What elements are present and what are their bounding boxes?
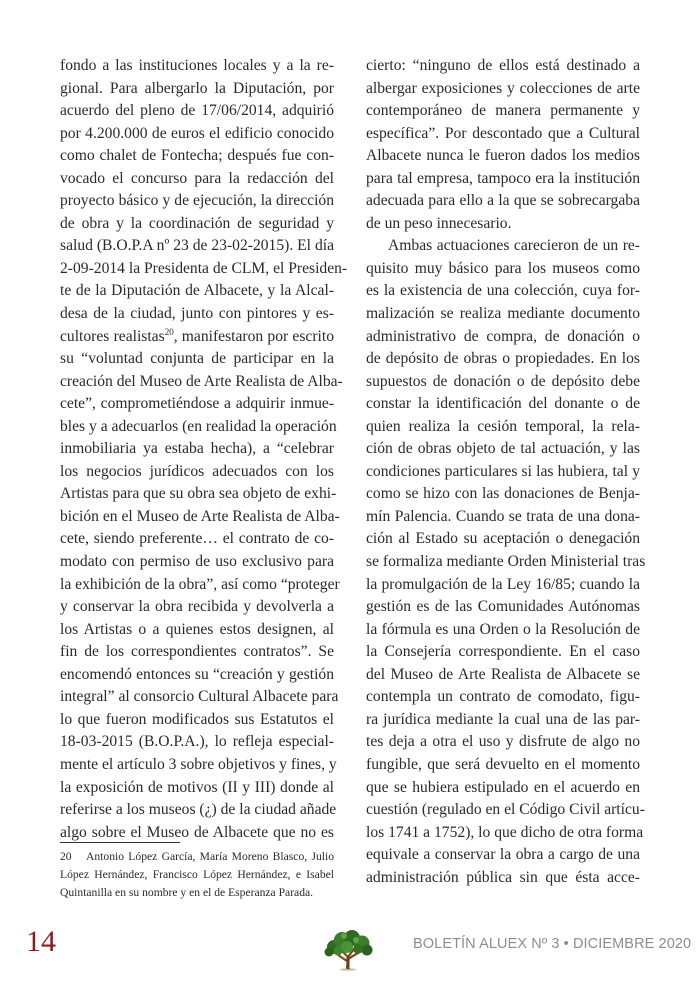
text-line: modato con permiso de uso exclusivo para bbox=[60, 553, 334, 571]
text-line: cete, siendo preferente… el contrato de co- bbox=[60, 530, 334, 548]
text-line: te de la Diputación de Albacete, y la Alcal- bbox=[60, 282, 334, 300]
page-number: 14 bbox=[26, 925, 56, 958]
text-line: inmobiliaria ya estaba hecha), a “celebrar bbox=[60, 440, 334, 458]
text-line: ción al Estado su aceptación o denegación bbox=[366, 530, 640, 548]
text-line: creación del Museo de Arte Realista de Alba- bbox=[60, 372, 343, 390]
paragraph-start-line: Ambas actuaciones carecieron de un re- bbox=[388, 237, 640, 255]
text-line: bición en el Museo de Arte Realista de Alba- bbox=[60, 507, 340, 525]
text-line: se formaliza mediante Orden Ministerial tras bbox=[366, 553, 646, 571]
text-line: la promulgación de la Ley 16/85; cuando la bbox=[366, 575, 640, 593]
text-line: condiciones particulares si las hubiera, tal y bbox=[366, 462, 640, 480]
left-column bbox=[60, 55, 348, 844]
text-line: Albacete nunca le fueron dados los medios bbox=[366, 147, 640, 165]
text-line: integral” al consorcio Cultural Albacete para bbox=[60, 688, 339, 706]
text-line: como chalet de Fontecha; después fue con- bbox=[60, 147, 334, 165]
text-line: la fórmula es una Orden o la Resolución de bbox=[366, 620, 640, 638]
text-line: constar la identificación del donante o de bbox=[366, 395, 640, 413]
text-line: gestión es de las Comunidades Autónomas bbox=[366, 598, 640, 616]
footnote-separator bbox=[60, 842, 180, 843]
footnote-number: 20 bbox=[60, 850, 72, 863]
footnote-line: Quintanilla en su nombre y en el de Esperanza Parada. bbox=[60, 886, 314, 899]
text-line: albergar exposiciones y colecciones de arte bbox=[366, 79, 640, 97]
text-line: fungible, que será devuelto en el momento bbox=[366, 755, 640, 773]
text-line: tes deja a otra el uso y disfrute de algo no bbox=[366, 733, 640, 751]
text-line: encomendó entonces su “creación y gestión bbox=[60, 665, 334, 683]
text-line: de un peso innecesario. bbox=[366, 214, 512, 232]
text-line: supuestos de donación o de depósito debe bbox=[366, 372, 640, 390]
text-line: administración pública sin que ésta acce- bbox=[366, 868, 640, 886]
text-line: los Artistas o a quienes estos designen, al bbox=[60, 620, 334, 638]
text-line-with-footnote bbox=[60, 326, 334, 349]
text-line: Artistas para que su obra sea objeto de exhi- bbox=[60, 485, 337, 503]
journal-title: BOLETÍN ALUEX Nº 3 • DICIEMBRE 2020 bbox=[413, 936, 692, 952]
text-line: salud (B.O.P.A nº 23 de 23-02-2015). El día bbox=[60, 237, 334, 255]
text-line: referirse a los museos (¿) de la ciudad añade bbox=[60, 801, 337, 819]
text-line: administrativo de compra, de donación o bbox=[366, 327, 640, 345]
text-line: por 4.200.000 de euros el edificio conocido bbox=[60, 124, 334, 142]
text-line: la Consejería correspondiente. En el caso bbox=[366, 643, 640, 661]
text-line: proyecto básico y de ejecución, la dirección bbox=[60, 192, 334, 210]
text-line: contempla un contrato de comodato, figu- bbox=[366, 688, 640, 706]
text-line: la exposición de motivos (II y III) donde al bbox=[60, 778, 334, 796]
text-line: quisito muy básico para los museos como bbox=[366, 259, 640, 277]
footnote-line bbox=[60, 848, 334, 866]
text-line: 2-09-2014 la Presidenta de CLM, el Presiden- bbox=[60, 259, 348, 277]
text-line: la exhibición de la obra”, así como “proteger bbox=[60, 575, 340, 593]
text-line: para tal empresa, tampoco era la institución bbox=[366, 169, 640, 187]
text-line: cierto: “ninguno de ellos está destinado a bbox=[366, 57, 640, 74]
footnote-text: Antonio López García, María Moreno Blasco, Julio bbox=[86, 850, 334, 863]
text-line: vocado el concurso para la redacción del bbox=[60, 169, 334, 187]
text-fragment: , manifestaron por escrito bbox=[173, 327, 334, 345]
tree-icon bbox=[320, 927, 376, 971]
text-line: contemporáneo de manera permanente y bbox=[366, 102, 640, 120]
text-line: adecuada para ello a la que se sobrecargaba bbox=[366, 192, 640, 210]
text-line: y conservar la obra recibida y devolverla a bbox=[60, 598, 334, 616]
text-line: que se hubiera estipulado en el acuerdo en bbox=[366, 778, 640, 796]
text-line: ción de obras objeto de tal actuación, y las bbox=[366, 440, 640, 458]
text-line: fin de los correspondientes contratos”. Se bbox=[60, 643, 334, 661]
text-line: del Museo de Arte Realista de Albacete se bbox=[366, 665, 640, 683]
text-line: los negocios jurídicos adecuados con los bbox=[60, 462, 334, 480]
text-line: bles y a adecuarlos (en realidad la operación bbox=[60, 417, 337, 435]
text-fragment: cultores realistas bbox=[60, 327, 165, 345]
text-line: cuestión (regulado en el Código Civil artícu- bbox=[366, 801, 645, 819]
text-line: malización se realiza mediante documento bbox=[366, 305, 640, 323]
footnote-line: López Hernández, Francisco López Hernández, e Isabel bbox=[60, 868, 334, 881]
text-line: fondo a las instituciones locales y a la re- bbox=[60, 57, 334, 74]
text-line: ra jurídica mediante la cual una de las par- bbox=[366, 710, 640, 728]
text-line: de depósito de obras o propiedades. En los bbox=[366, 350, 640, 368]
text-line: algo sobre el Museo de Albacete que no es bbox=[60, 823, 334, 841]
text-line: lo que fueron modificados sus Estatutos el bbox=[60, 710, 334, 728]
footnote bbox=[60, 848, 334, 902]
text-line: es la existencia de una colección, cuya for- bbox=[366, 282, 640, 300]
text-line: 18-03-2015 (B.O.P.A.), lo refleja especial- bbox=[60, 733, 334, 751]
text-line: quien realiza la cesión temporal, la rela- bbox=[366, 417, 640, 435]
right-column bbox=[366, 55, 646, 889]
text-line: los 1741 a 1752), lo que dicho de otra forma bbox=[366, 823, 644, 841]
text-line: su “voluntad conjunta de participar en la bbox=[60, 350, 334, 368]
text-line: mín Palencia. Cuando se trata de una dona- bbox=[366, 507, 640, 525]
text-line: gional. Para albergarlo la Diputación, por bbox=[60, 79, 334, 97]
text-line: acuerdo del pleno de 17/06/2014, adquirió bbox=[60, 102, 334, 120]
text-line: específica”. Por descontado que a Cultural bbox=[366, 124, 640, 142]
text-line: mente el artículo 3 sobre objetivos y fines, y bbox=[60, 755, 337, 773]
text-line: equivale a conservar la obra a cargo de una bbox=[366, 846, 640, 864]
text-line: de obra y la coordinación de seguridad y bbox=[60, 214, 334, 232]
text-line: desa de la ciudad, junto con pintores y es- bbox=[60, 305, 334, 323]
text-line: como se hizo con las donaciones de Benja- bbox=[366, 485, 640, 503]
text-line: cete”, comprometiéndose a adquirir inmue- bbox=[60, 395, 334, 413]
footnote-reference[interactable]: 20 bbox=[164, 326, 174, 337]
